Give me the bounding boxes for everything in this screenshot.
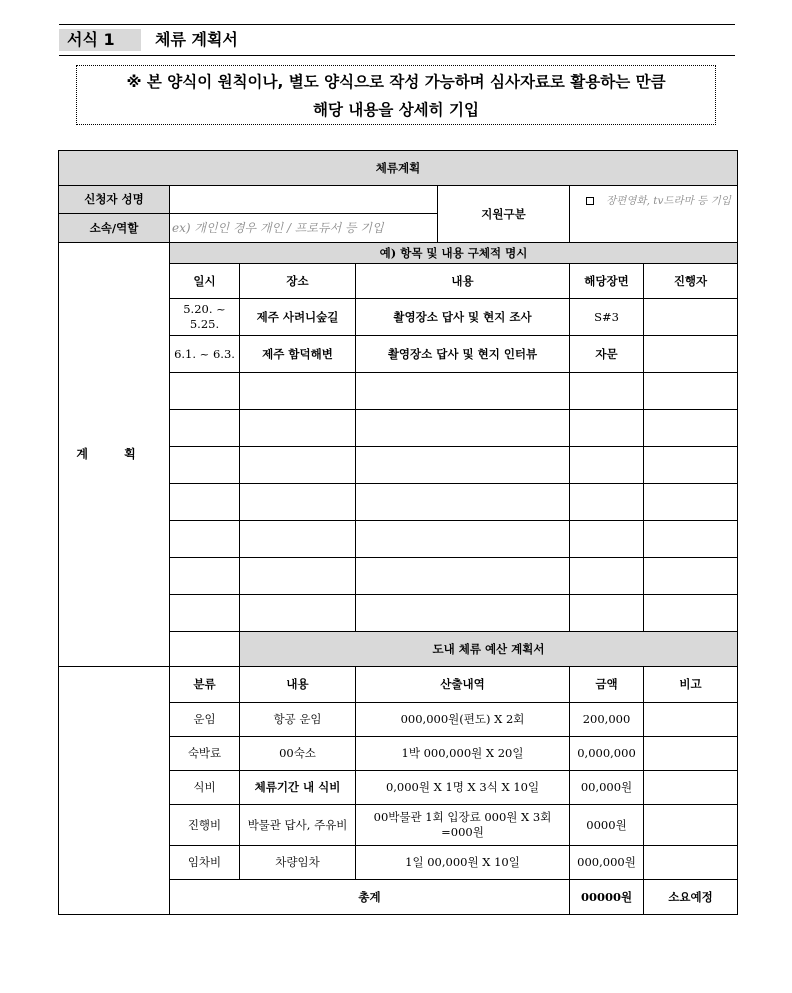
budget-cell-calc[interactable]: 1박 000,000원 X 20일 (356, 737, 570, 771)
budget-spacer (170, 632, 240, 667)
plan-col-place: 장소 (240, 264, 356, 299)
budget-cell-category[interactable]: 임차비 (170, 846, 240, 880)
budget-spacer (59, 880, 170, 915)
category-label: 지원구분 (438, 186, 570, 243)
plan-cell-lead[interactable] (644, 484, 738, 521)
plan-cell-content[interactable]: 촬영장소 답사 및 현지 인터뷰 (356, 336, 570, 373)
budget-row (59, 737, 738, 771)
budget-cell-amount[interactable]: 200,000 (570, 703, 644, 737)
category-option: 장편영화, tv드라마 등 기입 (606, 195, 731, 207)
budget-cell-item[interactable]: 차량임차 (240, 846, 356, 880)
budget-col-item: 내용 (240, 667, 356, 703)
budget-cell-item[interactable]: 체류기간 내 식비 (240, 771, 356, 805)
plan-cell-lead[interactable] (644, 373, 738, 410)
applicant-name-field[interactable] (170, 186, 438, 214)
plan-cell-lead[interactable] (644, 558, 738, 595)
plan-cell-lead[interactable] (644, 410, 738, 447)
budget-col-calc: 산출내역 (356, 667, 570, 703)
plan-cell-place[interactable] (240, 447, 356, 484)
applicant-name-label: 신청자 성명 (59, 186, 170, 214)
budget-cell-item[interactable]: 00숙소 (240, 737, 356, 771)
plan-cell-scene[interactable] (570, 410, 644, 447)
plan-cell-scene[interactable]: 자문 (570, 336, 644, 373)
plan-cell-scene[interactable] (570, 595, 644, 632)
plan-cell-content[interactable] (356, 558, 570, 595)
budget-row (59, 703, 738, 737)
plan-cell-date[interactable]: 5.20. ~ 5.25. (170, 299, 240, 336)
plan-cell-lead[interactable] (644, 336, 738, 373)
total-note[interactable]: 소요예정 (644, 880, 738, 915)
budget-cell-calc[interactable]: 00박물관 1회 입장료 000원 X 3회=000원 (356, 805, 570, 846)
budget-row (59, 805, 738, 846)
plan-col-lead: 진행자 (644, 264, 738, 299)
budget-cell-note[interactable] (644, 703, 738, 737)
checkbox-icon[interactable] (586, 197, 594, 205)
plan-cell-place[interactable] (240, 410, 356, 447)
notice-line-2: 해당 내용을 상세히 기입 (313, 101, 479, 119)
notice-box (76, 65, 716, 125)
budget-cell-amount[interactable]: 00,000원 (570, 771, 644, 805)
plan-cell-scene[interactable] (570, 558, 644, 595)
budget-cell-note[interactable] (644, 737, 738, 771)
budget-spacer (59, 737, 170, 771)
plan-section-label: 계 획 (59, 243, 170, 667)
budget-row (59, 846, 738, 880)
budget-row (59, 771, 738, 805)
budget-cell-note[interactable] (644, 771, 738, 805)
notice-line-1: ※ 본 양식이 원칙이나, 별도 양식으로 작성 가능하며 심사자료로 활용하는 만큼 (126, 73, 666, 91)
budget-cell-category[interactable]: 진행비 (170, 805, 240, 846)
budget-header: 도내 체류 예산 계획서 (240, 632, 738, 667)
plan-cell-place[interactable] (240, 484, 356, 521)
plan-cell-place[interactable]: 제주 사려니숲길 (240, 299, 356, 336)
plan-col-scene: 해당장면 (570, 264, 644, 299)
plan-cell-date[interactable] (170, 521, 240, 558)
budget-cell-category[interactable]: 식비 (170, 771, 240, 805)
plan-cell-place[interactable] (240, 521, 356, 558)
plan-cell-date[interactable] (170, 558, 240, 595)
plan-cell-scene[interactable]: S#3 (570, 299, 644, 336)
plan-cell-content[interactable] (356, 521, 570, 558)
budget-col-category: 분류 (170, 667, 240, 703)
budget-spacer (59, 846, 170, 880)
budget-spacer (59, 805, 170, 846)
budget-cell-amount[interactable]: 0,000,000 (570, 737, 644, 771)
plan-cell-lead[interactable] (644, 447, 738, 484)
plan-col-date: 일시 (170, 264, 240, 299)
plan-cell-content[interactable] (356, 595, 570, 632)
plan-cell-place[interactable]: 제주 함덕해변 (240, 336, 356, 373)
total-amount[interactable]: 00000원 (570, 880, 644, 915)
budget-total-row (59, 880, 738, 915)
plan-cell-lead[interactable] (644, 521, 738, 558)
plan-col-content: 내용 (356, 264, 570, 299)
stay-plan-form (58, 150, 738, 915)
plan-cell-date[interactable] (170, 484, 240, 521)
budget-spacer (59, 771, 170, 805)
budget-cell-note[interactable] (644, 805, 738, 846)
category-field[interactable] (570, 186, 738, 243)
affiliation-field[interactable]: ex) 개인인 경우 개인 / 프로듀서 등 기입 (170, 214, 438, 243)
budget-cell-amount[interactable]: 000,000원 (570, 846, 644, 880)
form-number: 서식 1 (59, 29, 141, 51)
plan-cell-place[interactable] (240, 595, 356, 632)
plan-cell-content[interactable] (356, 373, 570, 410)
plan-cell-content[interactable] (356, 484, 570, 521)
plan-cell-lead[interactable] (644, 595, 738, 632)
budget-col-note: 비고 (644, 667, 738, 703)
budget-cell-note[interactable] (644, 846, 738, 880)
affiliation-label: 소속/역할 (59, 214, 170, 243)
plan-cell-content[interactable] (356, 447, 570, 484)
plan-cell-date[interactable] (170, 373, 240, 410)
form-section-title: 체류계획 (59, 151, 738, 186)
plan-cell-date[interactable] (170, 595, 240, 632)
form-header (59, 24, 735, 56)
budget-spacer (59, 703, 170, 737)
budget-cell-category[interactable]: 운임 (170, 703, 240, 737)
total-label: 총계 (170, 880, 570, 915)
budget-cell-item[interactable]: 항공 운임 (240, 703, 356, 737)
plan-cell-scene[interactable] (570, 373, 644, 410)
budget-cell-item[interactable]: 박물관 답사, 주유비 (240, 805, 356, 846)
budget-cell-calc[interactable]: 000,000원(편도) X 2회 (356, 703, 570, 737)
plan-cell-content[interactable] (356, 410, 570, 447)
plan-cell-place[interactable] (240, 373, 356, 410)
budget-cell-calc[interactable]: 1일 00,000원 X 10일 (356, 846, 570, 880)
plan-cell-date[interactable] (170, 410, 240, 447)
budget-cell-category[interactable]: 숙박료 (170, 737, 240, 771)
plan-cell-scene[interactable] (570, 447, 644, 484)
form-title: 체류 계획서 (155, 30, 238, 49)
plan-cell-date[interactable]: 6.1. ~ 6.3. (170, 336, 240, 373)
plan-cell-scene[interactable] (570, 521, 644, 558)
plan-cell-place[interactable] (240, 558, 356, 595)
budget-col-amount: 금액 (570, 667, 644, 703)
budget-spacer (59, 667, 170, 703)
plan-cell-lead[interactable] (644, 299, 738, 336)
plan-cell-scene[interactable] (570, 484, 644, 521)
plan-cell-date[interactable] (170, 447, 240, 484)
budget-cell-calc[interactable]: 0,000원 X 1명 X 3식 X 10일 (356, 771, 570, 805)
budget-cell-amount[interactable]: 0000원 (570, 805, 644, 846)
plan-subheader: 예) 항목 및 내용 구체적 명시 (170, 243, 738, 264)
plan-cell-content[interactable]: 촬영장소 답사 및 현지 조사 (356, 299, 570, 336)
